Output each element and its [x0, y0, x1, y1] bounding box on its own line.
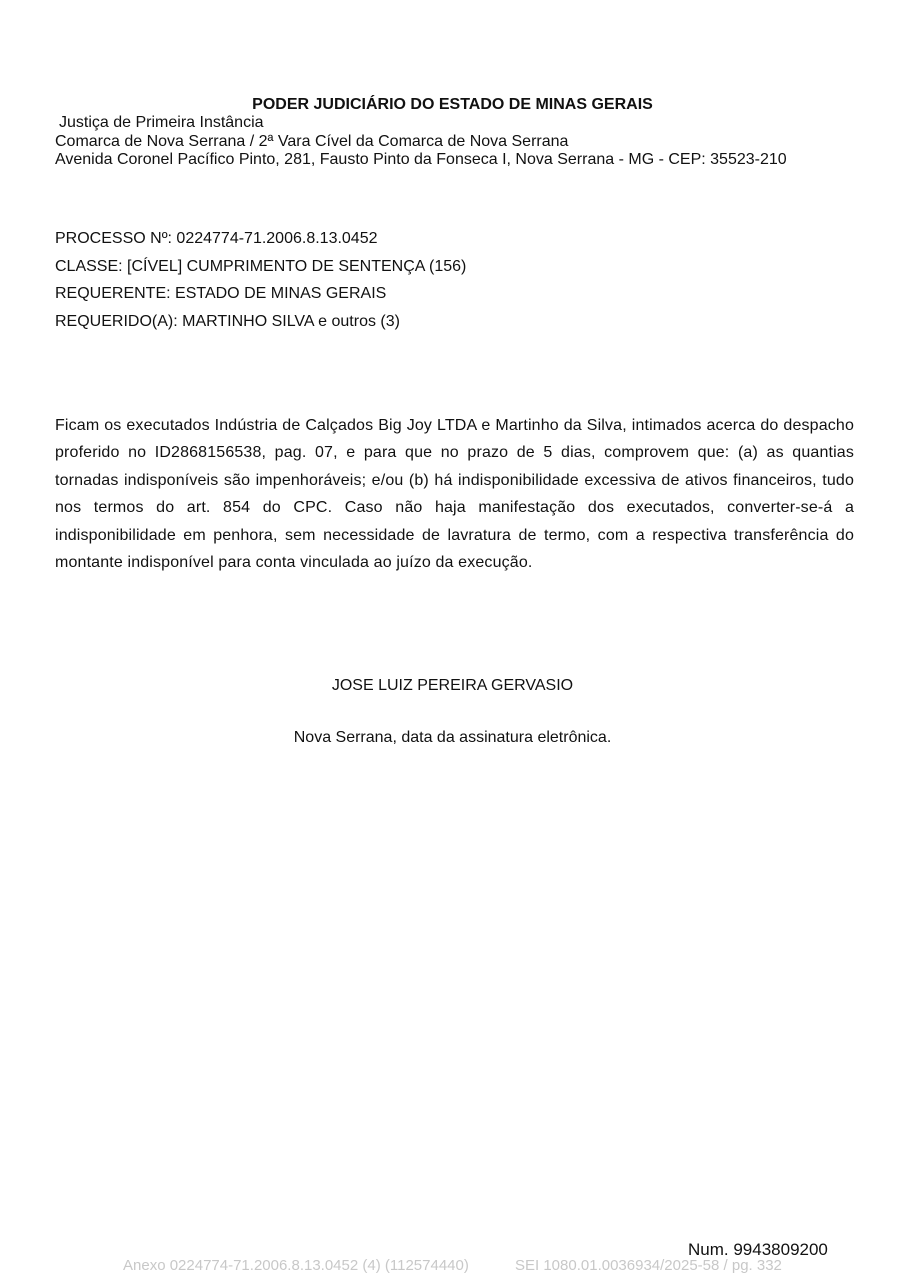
plaintiff: REQUERENTE: ESTADO DE MINAS GERAIS [55, 285, 387, 302]
sei-stamp: SEI 1080.01.0036934/2025-58 / pg. 332 [515, 1257, 782, 1274]
court-title: PODER JUDICIÁRIO DO ESTADO DE MINAS GERAIS [252, 96, 653, 113]
place-date: Nova Serrana, data da assinatura eletrônica. [293, 729, 612, 746]
signer-name: JOSE LUIZ PEREIRA GERVASIO [331, 677, 574, 694]
process-number: PROCESSO Nº: 0224774-71.2006.8.13.0452 [55, 230, 378, 247]
case-class: CLASSE: [CÍVEL] CUMPRIMENTO DE SENTENÇA (156) [55, 257, 467, 275]
instance-line: Justiça de Primeira Instância [59, 114, 264, 131]
annex-stamp: Anexo 0224774-71.2006.8.13.0452 (4) (112574440) [123, 1257, 469, 1274]
defendant: REQUERIDO(A): MARTINHO SILVA e outros (3) [55, 312, 400, 330]
body-paragraph: Ficam os executados Indústria de Calçados Big Joy LTDA e Martinho da Silva, intimados acerca do despacho proferido no ID2868156538, pag. 07, e para que no prazo de 5 dias, comprovem que: (a) as quantias tornadas indisponíveis são impenhoráveis; e/ou (b) há indisponibilidade excessiva de ativos financeiros, tudo nos termos do art. 854 do CPC. Caso não haja manifestação dos executados, converter-se-á a indisponibilidade em penhora, sem necessidade de lavratura de termo, com a respectiva transferência do montante indisponível para conta vinculada ao juízo da execução. [55, 417, 854, 572]
case-metadata [55, 229, 466, 339]
district-line: Comarca de Nova Serrana / 2ª Vara Cível da Comarca de Nova Serrana [55, 133, 569, 150]
document-number: Num. 9943809200 [688, 1240, 828, 1259]
address-line: Avenida Coronel Pacífico Pinto, 281, Fausto Pinto da Fonseca I, Nova Serrana - MG - CEP: 35523-210 [55, 151, 787, 168]
